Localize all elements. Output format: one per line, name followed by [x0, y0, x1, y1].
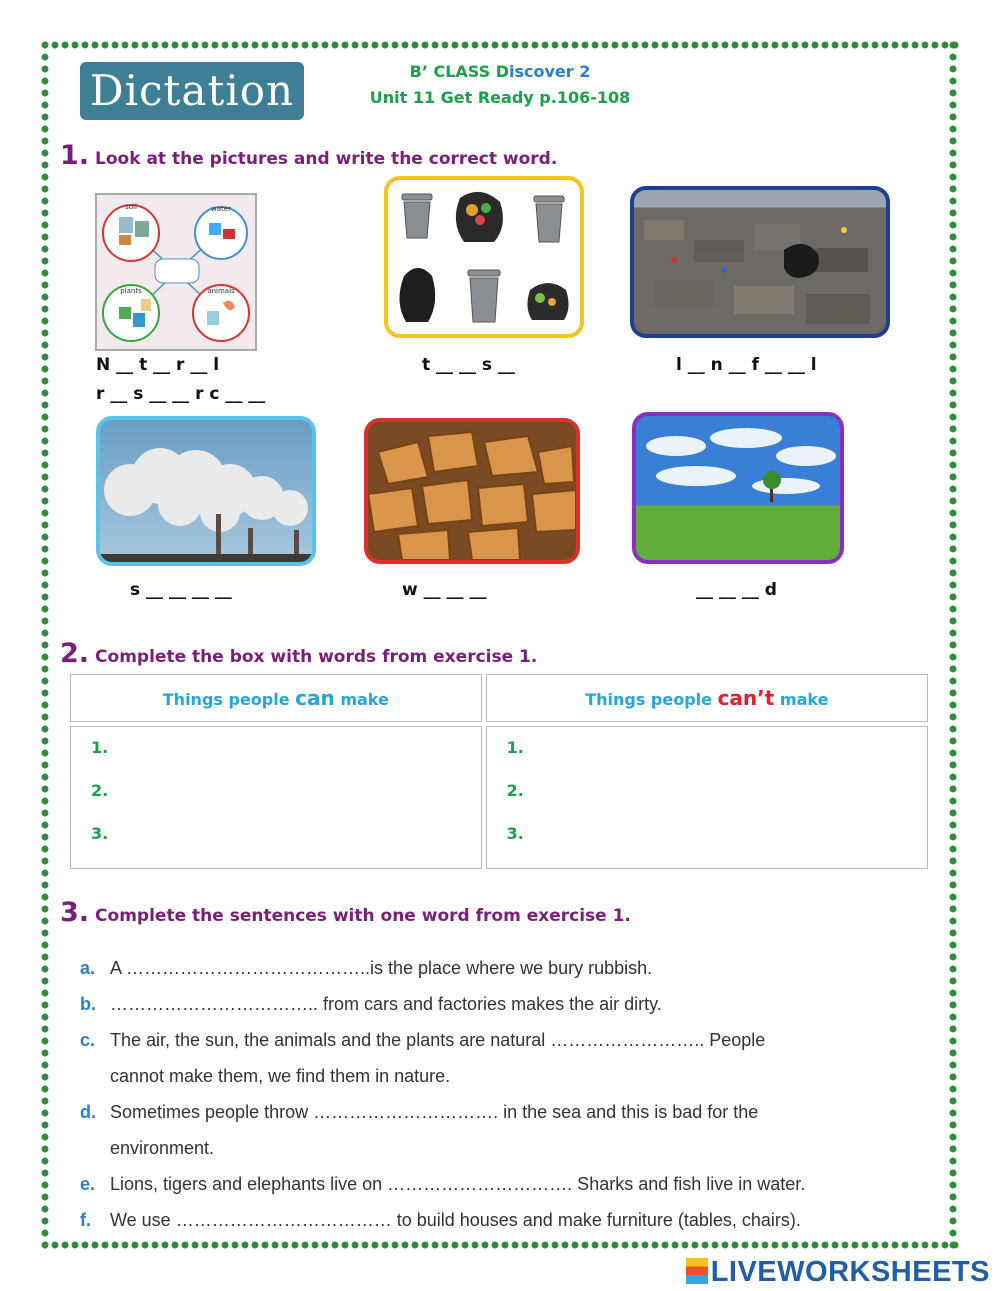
landfill-picture	[630, 186, 890, 338]
cant-row-3: 3.	[506, 824, 524, 843]
can-answers[interactable]	[70, 726, 482, 869]
liveworksheets-icon	[686, 1258, 708, 1284]
unit-title: Unit 11 Get Ready p.106-108	[369, 88, 631, 107]
can-cant-table	[66, 670, 932, 873]
diagram-label-water: water	[211, 205, 231, 213]
caption-natural-1: N __ t __ r __ l	[96, 355, 220, 375]
sentence-d: d. Sometimes people throw …………………………. in the sea and this is bad for the	[80, 1102, 759, 1122]
exercise-1-heading: 1. Look at the pictures and write the correct word.	[60, 140, 558, 171]
sentence-b: b. …………………………….. from cars and factories makes the air dirty.	[80, 994, 662, 1014]
caption-land: __ __ __ d	[696, 580, 777, 600]
cant-row-1: 1.	[506, 738, 524, 757]
smoke-picture	[96, 416, 316, 566]
sentence-e: e. Lions, tigers and elephants live on …………………………. Sharks and fish live in water.	[80, 1174, 806, 1194]
exercise-2-heading: 2. Complete the box with words from exercise 1.	[60, 638, 538, 669]
caption-natural-2: r __ s __ __ r c __ __	[96, 384, 266, 404]
sentence-d-continuation: environment.	[110, 1138, 215, 1158]
caption-wood: w __ __ __	[402, 580, 487, 600]
diagram-label-animals: animals	[207, 287, 235, 295]
caption-trash: t __ __ s __	[422, 355, 515, 375]
wood-picture	[364, 418, 580, 564]
trash-picture	[384, 176, 584, 338]
sentence-a: a. A …………………………………..is the place where we bury rubbish.	[80, 958, 653, 978]
exercise-3-heading: 3. Complete the sentences with one word from exercise 1.	[60, 897, 631, 928]
caption-landfill: l __ n __ f __ __ l	[676, 355, 817, 375]
cant-row-2: 2.	[506, 781, 524, 800]
column-header-can: Things people can make	[70, 674, 482, 722]
liveworksheets-logo[interactable]: LIVEWORKSHEETS	[686, 1256, 990, 1289]
sentence-c: c. The air, the sun, the animals and the plants are natural …………………….. People	[80, 1030, 766, 1050]
class-title: B’ CLASS Discover 2	[409, 62, 591, 81]
sentences-list	[80, 950, 940, 1238]
border-left	[40, 40, 50, 1250]
land-picture	[632, 412, 844, 564]
border-bottom	[40, 1240, 960, 1250]
border-right	[948, 40, 958, 1250]
cant-answers[interactable]	[486, 726, 928, 869]
caption-smoke: s __ __ __ __	[130, 580, 232, 600]
can-row-1: 1.	[91, 738, 109, 757]
can-row-3: 3.	[91, 824, 109, 843]
natural-resources-picture	[95, 193, 257, 351]
diagram-label-soil: soil	[125, 203, 137, 211]
sentence-c-continuation: cannot make them, we find them in nature.	[110, 1066, 451, 1086]
dictation-logo: Dictation	[80, 62, 304, 120]
can-row-2: 2.	[91, 781, 109, 800]
column-header-cant: Things people can’t make	[486, 674, 928, 722]
diagram-label-plants: plants	[120, 287, 142, 295]
border-top	[40, 40, 960, 50]
sentence-f: f. We use ……………………………… to build houses and make furniture (tables, chairs).	[80, 1210, 801, 1230]
